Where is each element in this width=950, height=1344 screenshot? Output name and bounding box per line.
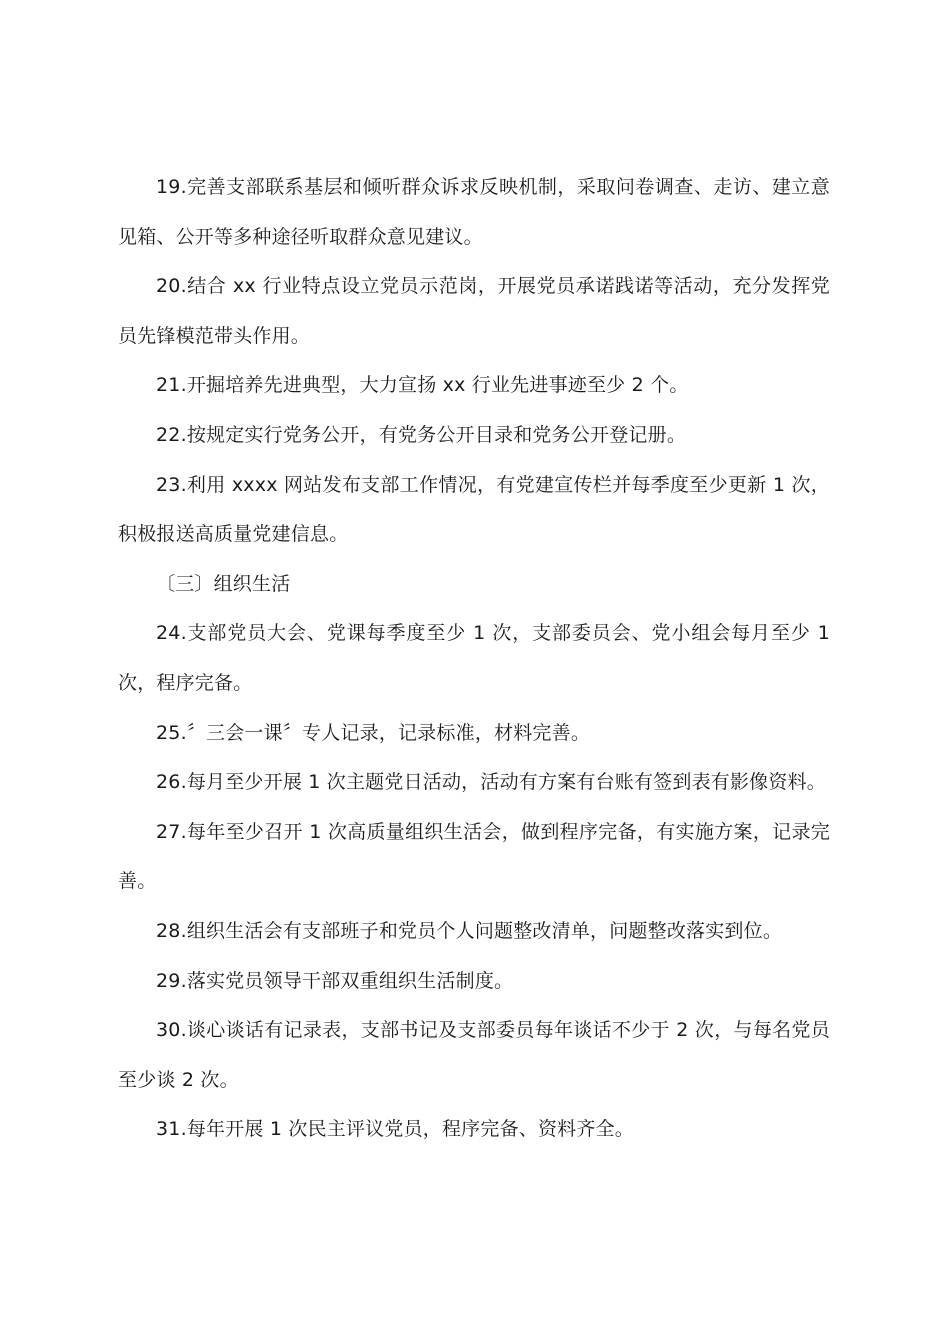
paragraph-19: 19.完善支部联系基层和倾听群众诉求反映机制，采取问卷调查、走访、建立意见箱、公开等多种途径听取群众意见建议。 <box>118 176 830 248</box>
paragraph-21: 21.开掘培养先进典型，大力宣扬 xx 行业先进事迹至少 2 个。 <box>156 374 689 397</box>
paragraph-28: 28.组织生活会有支部班子和党员个人问题整改清单，问题整改落实到位。 <box>156 919 783 942</box>
paragraph-22: 22.按规定实行党务公开，有党务公开目录和党务公开登记册。 <box>156 423 687 446</box>
paragraph-20: 20.结合 xx 行业特点设立党员示范岗，开展党员承诺践诺等活动，充分发挥党员先锋模范带头作用。 <box>118 275 830 347</box>
paragraph-31: 31.每年开展 1 次民主评议党员，程序完备、资料齐全。 <box>156 1118 634 1141</box>
paragraph-24: 24.支部党员大会、党课每季度至少 1 次，支部委员会、党小组会每月至少 1 次，程序完备。 <box>118 622 830 694</box>
paragraph-23: 23.利用 xxxx 网站发布支部工作情况，有党建宣传栏并每季度至少更新 1 次，积极报送高质量党建信息。 <box>118 473 830 546</box>
paragraph-26: 26.每月至少开展 1 次主题党日活动，活动有方案有台账有签到表有影像资料。 <box>156 771 826 794</box>
paragraph-25: 25.〞三会一课〞专人记录，记录标准，材料完善。 <box>156 721 591 744</box>
paragraph-27: 27.每年至少召开 1 次高质量组织生活会，做到程序完备，有实施方案，记录完善。 <box>118 820 830 893</box>
paragraph-29: 29.落实党员领导干部双重组织生活制度。 <box>156 969 514 992</box>
section-heading-organizational-life: 〔三〕组织生活 <box>156 572 291 595</box>
document-body <box>118 163 830 1155</box>
paragraph-30: 30.谈心谈话有记录表，支部书记及支部委员每年谈话不少于 2 次，与每名党员至少谈 2 次。 <box>118 1019 830 1091</box>
